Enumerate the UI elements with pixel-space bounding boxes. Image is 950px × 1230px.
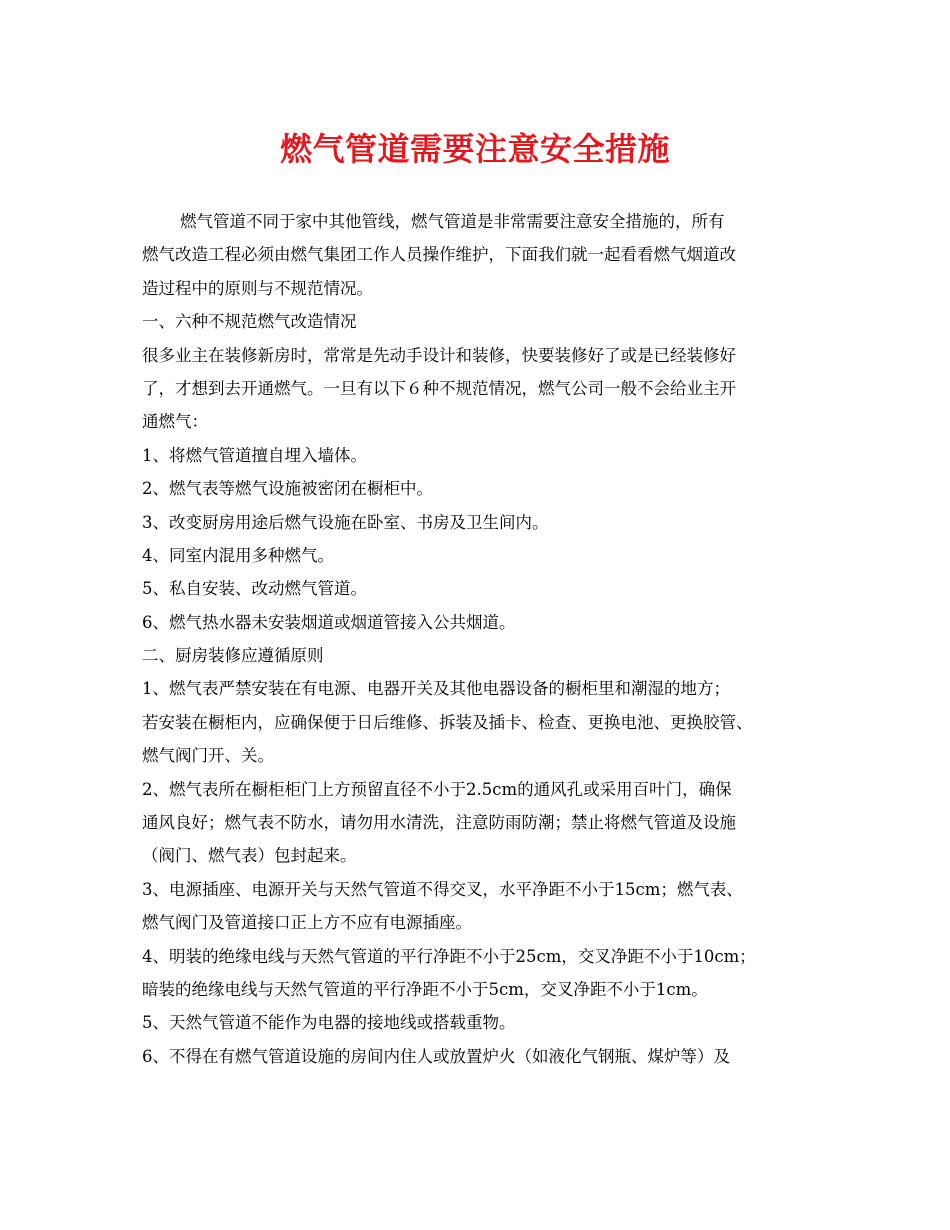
section-heading: 二、厨房装修应遵循原则: [142, 646, 324, 666]
list-item: 3、改变厨房用途后燃气设施在卧室、书房及卫生间内。: [142, 512, 549, 532]
list-item: 3、电源插座、电源开关与天然气管道不得交叉，水平净距不小于15cm；燃气表、: [142, 879, 743, 899]
paragraph-line: 造过程中的原则与不规范情况。: [142, 278, 373, 298]
list-item: 6、燃气热水器未安装烟道或烟道管接入公共烟道。: [142, 612, 516, 632]
list-item: 1、将燃气管道擅自埋入墙体。: [142, 445, 367, 465]
paragraph-line: （阀门、燃气表）包封起来。: [142, 846, 357, 866]
document-title: 燃气管道需要注意安全措施: [279, 130, 670, 168]
paragraph-line: 若安装在橱柜内，应确保便于日后维修、拆装及插卡、检查、更换电池、更换胶管、: [142, 712, 753, 732]
document-body: [142, 205, 842, 1073]
paragraph-line: 暗装的绝缘电线与天然气管道的平行净距不小于5cm，交叉净距不小于1cm。: [142, 979, 708, 999]
list-item: 5、私自安装、改动燃气管道。: [142, 579, 367, 599]
list-item: 2、燃气表所在橱柜柜门上方预留直径不小于2.5cm的通风孔或采用百叶门，确保: [142, 779, 732, 799]
list-item: 6、不得在有燃气管道设施的房间内住人或放置炉火（如液化气钢瓶、煤炉等）及: [142, 1046, 730, 1066]
paragraph-line: 通风良好；燃气表不防水，请勿用水清洗，注意防雨防潮；禁止将燃气管道及设施: [142, 813, 736, 833]
paragraph-line: 燃气阀门及管道接口正上方不应有电源插座。: [142, 913, 472, 933]
paragraph-line: 燃气改造工程必须由燃气集团工作人员操作维护，下面我们就一起看看燃气烟道改: [142, 245, 736, 265]
paragraph-line: 通燃气：: [142, 412, 208, 432]
list-item: 4、明装的绝缘电线与天然气管道的平行净距不小于25cm，交叉净距不小于10cm；: [142, 946, 756, 966]
list-item: 2、燃气表等燃气设施被密闭在橱柜中。: [142, 479, 433, 499]
paragraph-line: 燃气阀门开、关。: [142, 746, 274, 766]
section-heading: 一、六种不规范燃气改造情况: [142, 312, 357, 332]
list-item: 4、同室内混用多种燃气。: [142, 545, 334, 565]
paragraph-line: 了，才想到去开通燃气。一旦有以下６种不规范情况，燃气公司一般不会给业主开: [142, 378, 736, 398]
paragraph-line: 很多业主在装修新房时，常常是先动手设计和装修，快要装修好了或是已经装修好: [142, 345, 736, 365]
paragraph-line: 燃气管道不同于家中其他管线，燃气管道是非常需要注意安全措施的，所有: [180, 212, 725, 231]
list-item: 5、天然气管道不能作为电器的接地线或搭载重物。: [142, 1013, 516, 1033]
list-item: 1、燃气表严禁安装在有电源、电器开关及其他电器设备的橱柜里和潮湿的地方；: [142, 679, 730, 699]
